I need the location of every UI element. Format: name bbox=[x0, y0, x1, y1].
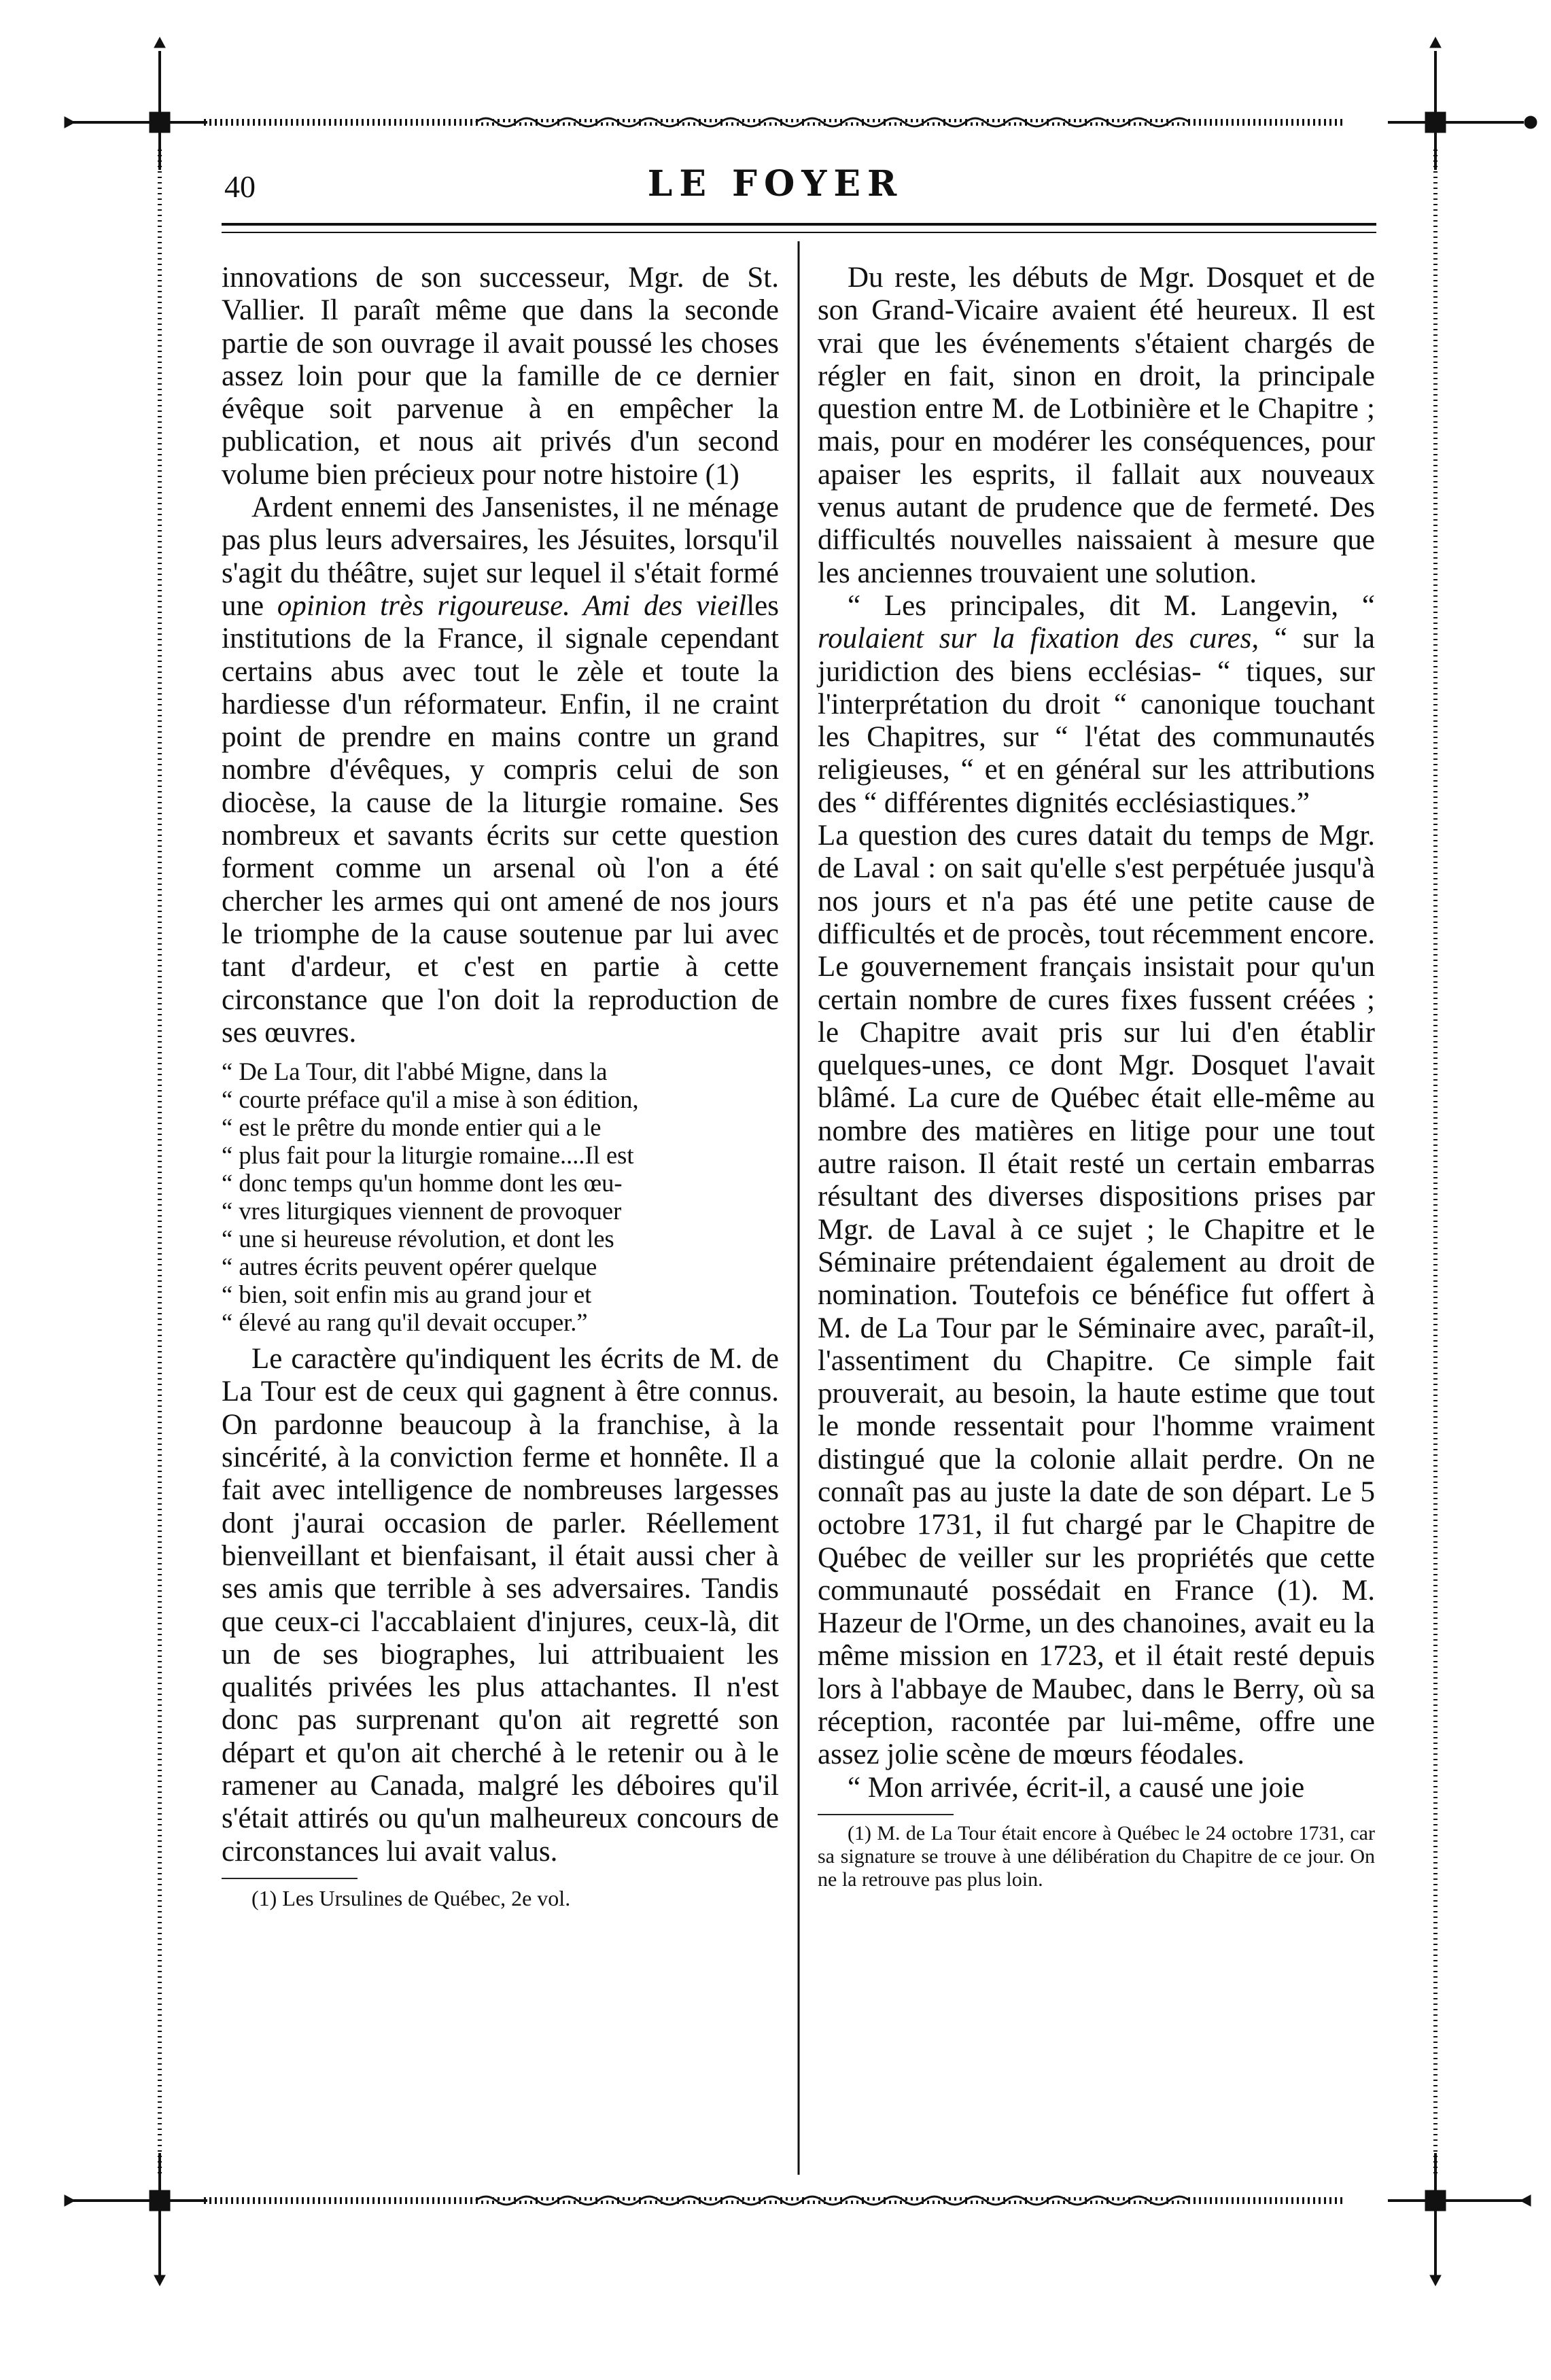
right-footnote: (1) M. de La Tour était encore à Québec le 24 octobre 1731, car sa signature se trouve à une délibération du Chapitre de ce jour. On ne la retrouve pas plus loin. bbox=[818, 1821, 1375, 1891]
right-paragraph-2: La question des cures datait du temps de Mgr. de Laval : on sait qu'elle s'est perpétuée jusqu'à nos jours et n'a pas été une petite cause de difficultés et de procès, tout récemment encore. Le gouvernement français insistait pour qu'un certain nombre de cures fixes fussent créées ; le Chapitre avait pris sur lui d'en établir quelques-unes, ce dont Mgr. Dosquet l'avait blâmé. La cure de Québec était elle-même au nombre des matières en litige pour une tout autre raison. Il était resté un certain embarras résultant des diverses dispositions prises par Mgr. de Laval à ce sujet ; le Chapitre et le Séminaire prétendaient également au droit de nomination. Toutefois ce bénéfice fut offert à M. de La Tour par le Séminaire avec, paraît-il, l'assentiment du Chapitre. Ce simple fait prouverait, au besoin, la haute estime que tout le monde ressentait pour l'homme vraiment distingué que la colonie allait perdre. On ne connaît pas au juste la date de son départ. Le 5 octobre 1731, il fut chargé par le Chapitre de Québec de veiller sur les propriétés que cette communauté possédait en France (1). M. Hazeur de l'Orme, un des chanoines, avait eu la même mission en 1723, et il était resté depuis lors à l'abbaye de Maubec, dans le Berry, où sa réception, racontée par lui-même, offre une assez jolie scène de mœurs féodales. bbox=[818, 820, 1375, 1771]
right-column bbox=[818, 262, 1375, 1891]
left-column bbox=[222, 262, 779, 1910]
left-paragraph-1: innovations de son successeur, Mgr. de St. Vallier. Il paraît même que dans la seconde partie de son ouvrage il avait poussé les choses assez loin pour que la famille de ce dernier évêque soit parvenue à en empêcher la publication, et nous ait privés d'un second volume bien précieux pour notre histoire (1) bbox=[222, 262, 779, 491]
italic-phrase: roulaient sur la fixation des cures, bbox=[818, 623, 1259, 655]
page-number: 40 bbox=[224, 169, 256, 204]
left-footnote: (1) Les Ursulines de Québec, 2e vol. bbox=[251, 1885, 571, 1910]
left-paragraph-2: Ardent ennemi des Jansenistes, il ne ménage pas plus leurs adversaires, les Jésuites, lorsqu'il s'agit du théâtre, sujet sur lequel il s'était formé une opinion très rigoureuse. Ami des vieilles institutions de la France, il signale cependant certains abus avec tout le zèle et toute la hardiesse d'un réformateur. Enfin, il ne craint point de prendre en mains contre un grand nombre d'évêques, y compris celui de son diocèse, la cause de la liturgie romaine. Ses nombreux et savants écrits sur cette question forment comme un arsenal où l'on a été chercher les armes qui ont amené de nos jours le triomphe de la cause soutenue par lui avec tant d'ardeur, et c'est en partie à cette circonstance que l'on doit la reproduction de ses œuvres. bbox=[222, 491, 780, 1049]
right-paragraph-1: Du reste, les débuts de Mgr. Dosquet et de son Grand-Vicaire avaient été heureux. Il est vrai que les événements s'étaient chargés de régler en fait, sinon en droit, la principale question entre M. de Lotbinière et le Chapitre ; mais, pour en modérer les conséquences, pour apaiser les esprits, il fallait aux nouveaux venus autant de prudence que de fermeté. Des difficultés nouvelles naissaient à mesure que les anciennes trouvaient une solution. bbox=[818, 262, 1375, 589]
right-paragraph-3: “ Mon arrivée, écrit-il, a causé une joie bbox=[848, 1771, 1305, 1804]
langevin-quote: “ Les principales, dit M. Langevin, “ roulaient sur la fixation des cures, “ sur la juridiction des biens ecclésias- “ tiques, sur l'interprétation du droit “ canonique touchant les Chapitres, sur “ l'état des communautés religieuses, “ et en général sur les attributions des “ différentes dignités ecclésiastiques.” bbox=[818, 589, 1376, 819]
footnote-rule bbox=[818, 1814, 954, 1815]
page-title: LE FOYER bbox=[647, 163, 904, 205]
left-paragraph-3: Le caractère qu'indiquent les écrits de M. de La Tour est de ceux qui gagnent à être connus. On pardonne beaucoup à la franchise, à la sincérité, à la conviction ferme et honnête. Il a fait avec intelligence de nombreuses largesses dont j'aurai occasion de parler. Réellement bienveillant et bienfaisant, il était aussi cher à ses amis que terrible à ses adversaires. Tandis que ceux-ci l'accablaient d'injures, ceux-là, dit un de ses biographes, lui attribuaient les qualités privées les plus attachantes. Il n'est donc pas surprenant qu'on ait regretté son départ et qu'on ait cherché à le retenir ou à le ramener au Canada, malgré les déboires qu'il s'était attirés ou qu'un malheureux concours de circonstances lui avait valus. bbox=[222, 1343, 779, 1868]
migne-quote: “ De La Tour, dit l'abbé Migne, dans la “ courte préface qu'il a mise à son édition, “ est le prêtre du monde entier qui a le “ plus fait pour la liturgie romaine....Il est “ donc temps qu'un homme dont les œu- “ vres liturgiques viennent de provoquer “ une si heureuse révolution, et dont les “ autres écrits peuvent opérer quelque “ bien, soit enfin mis au grand jour et “ élevé au rang qu'il devait occuper.” bbox=[222, 1057, 639, 1337]
italic-phrase: opinion très rigoureuse. Ami des vieil bbox=[277, 589, 747, 622]
footnote-rule bbox=[222, 1878, 358, 1879]
